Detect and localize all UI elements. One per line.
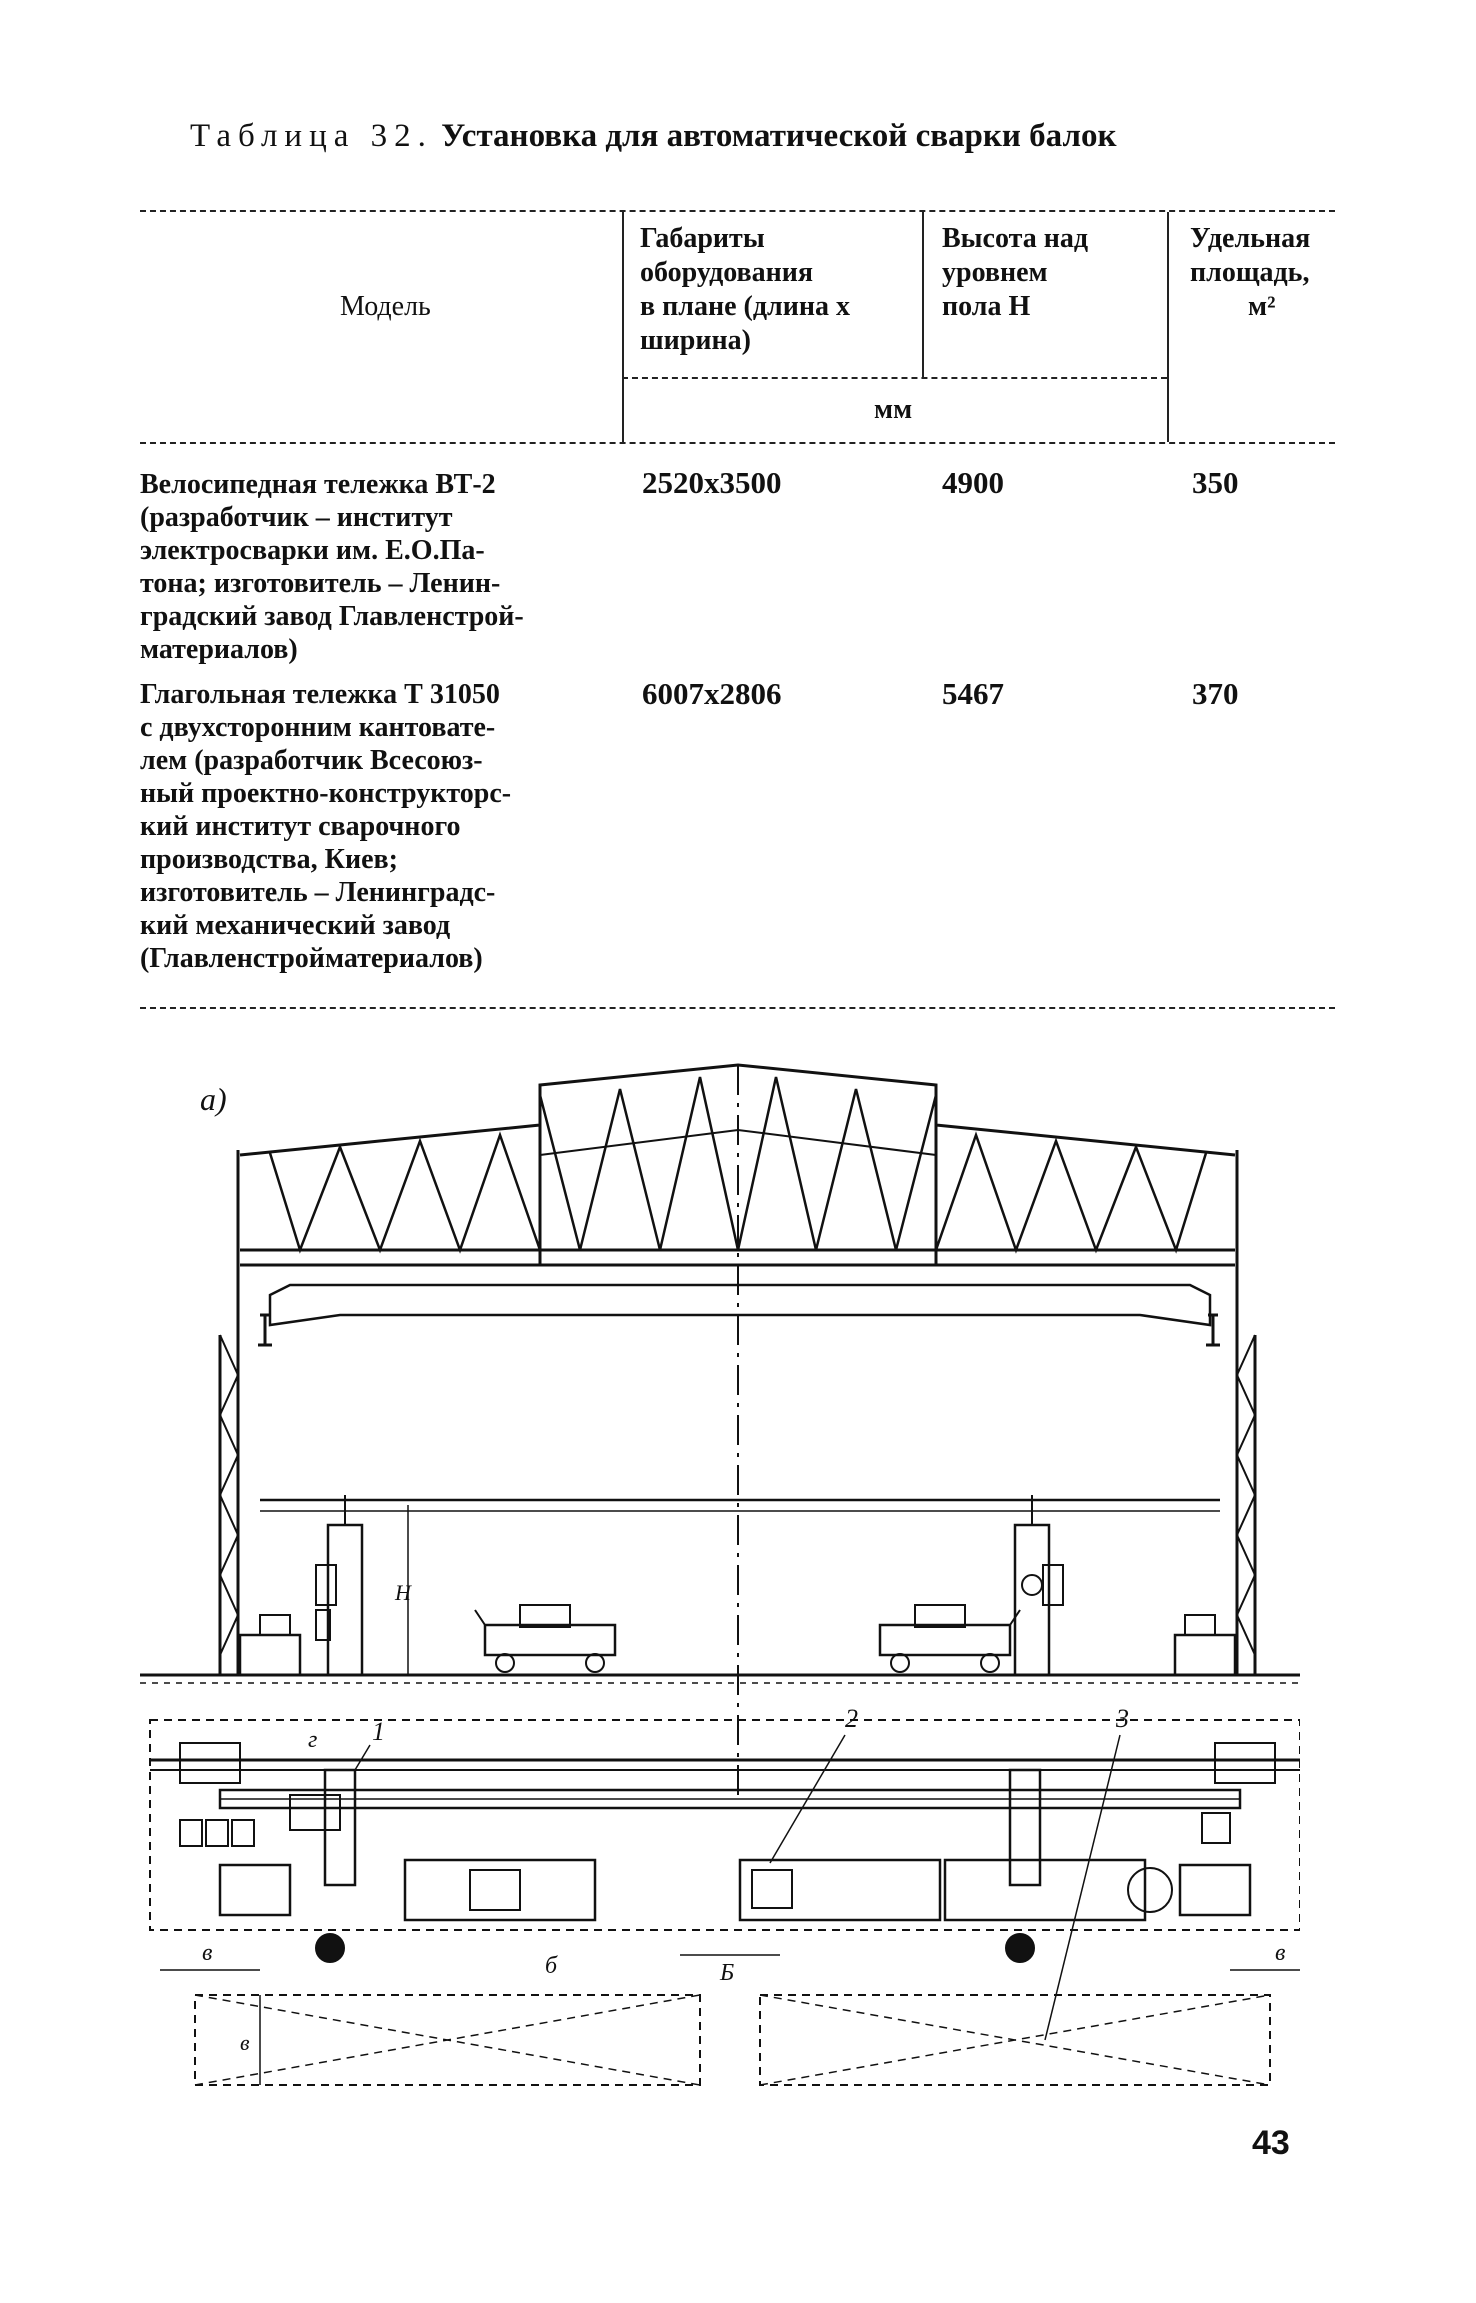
left-drive-unit [240,1615,300,1675]
row1-model-line: материалов) [140,634,298,665]
storage-rack-left [195,1995,700,2085]
plan-cart-right [1010,1770,1040,1885]
dim-label-v-right: в [1275,1940,1286,1966]
dim-label-g: г [308,1727,318,1753]
header-unit: мм [874,394,913,425]
table-caption-label: Таблица 32. [190,118,433,154]
right-welding-mast [1015,1495,1063,1675]
header-dimensions-line1: Габариты [640,223,765,254]
header-area-line2: площадь, [1190,257,1310,288]
row1-model-line: Велосипедная тележка ВТ-2 [140,469,496,500]
callout-3: 3 [1116,1704,1129,1733]
header-area-line3: м² [1248,291,1276,322]
header-dimensions-line4: ширина) [640,325,751,356]
dim-label-v-bottom: в [240,2030,250,2055]
row1-area: 350 [1192,465,1239,500]
height-label: H [395,1580,411,1605]
row1-model-line: градский завод Главленстрой- [140,601,524,632]
welding-installation-drawing [140,1055,1300,2125]
row2-model [140,678,511,975]
row1-dimensions: 2520x3500 [642,465,782,500]
plan-welding-head-2 [740,1860,940,1920]
plan-welding-head-right [945,1860,1172,1920]
table-col-divider-1 [622,212,624,442]
dim-label-v-left: в [202,1940,213,1966]
header-area [1190,222,1310,324]
row2-model-line: (Главленстройматериалов) [140,943,483,974]
callout-line-1 [355,1745,370,1770]
row2-model-line: кий институт сварочного [140,811,461,842]
row2-model-line: изготовитель – Ленинградс- [140,877,496,908]
table-col-divider-2 [922,212,924,377]
row2-model-line: производства, Киев; [140,844,398,875]
row2-model-line: Глагольная тележка Т 31050 [140,679,500,710]
table-caption-title: Установка для автоматической сварки балок [441,118,1117,154]
row1-model-line: тона; изготовитель – Ленин- [140,568,501,599]
welding-cart-right [880,1605,1020,1672]
header-area-line1: Удельная [1190,223,1311,254]
welding-cart-left [475,1605,615,1672]
plan-cart-1 [290,1770,355,1885]
left-welding-mast [316,1495,362,1675]
plan-drive-left [180,1820,290,1915]
storage-rack-right [760,1995,1270,2085]
row2-model-line: кий механический завод [140,910,451,941]
table-header-rule [140,442,1335,444]
header-dimensions-line3: в плане (длина х [640,291,850,322]
right-drive-unit [1175,1615,1235,1675]
header-height [942,222,1088,324]
row1-height: 4900 [942,465,1004,500]
beam-rail [220,1790,1240,1808]
plan-welding-head-left [405,1860,595,1920]
row2-model-line: ный проектно-конструкторс- [140,778,512,809]
row2-height: 5467 [942,676,1004,711]
plan-view [150,1720,1300,1930]
plan-wheel-left [316,1934,344,1962]
header-height-line3: пола H [942,291,1031,322]
row2-area: 370 [1192,676,1239,711]
plan-wheel-right [1006,1934,1034,1962]
table-col-divider-3 [1167,212,1169,442]
row2-model-line: лем (разработчик Всесоюз- [140,745,483,776]
dim-label-b-mid: Б [720,1960,735,1986]
table-unit-rule [622,377,1167,379]
page-number: 43 [1252,2124,1290,2162]
table-caption [190,118,1116,155]
table-bottom-rule [140,1007,1335,1009]
row1-model-line: электросварки им. Е.О.Па- [140,535,485,566]
figure-label-a: а) [200,1081,227,1117]
row1-model [140,468,524,666]
row2-model-line: с двухсторонним кантовате- [140,712,496,743]
dim-label-b-small: б [545,1953,558,1979]
header-height-line1: Высота над [942,223,1088,254]
callout-2: 2 [845,1704,858,1733]
header-dimensions [640,222,850,358]
header-height-line2: уровнем [942,257,1048,288]
header-model: Модель [340,291,431,322]
row2-dimensions: 6007x2806 [642,676,782,711]
plan-drive-right [1180,1813,1250,1915]
row1-model-line: (разработчик – институт [140,502,453,533]
header-dimensions-line2: оборудования [640,257,814,288]
table-top-rule [140,210,1335,212]
callout-1: 1 [372,1717,385,1746]
